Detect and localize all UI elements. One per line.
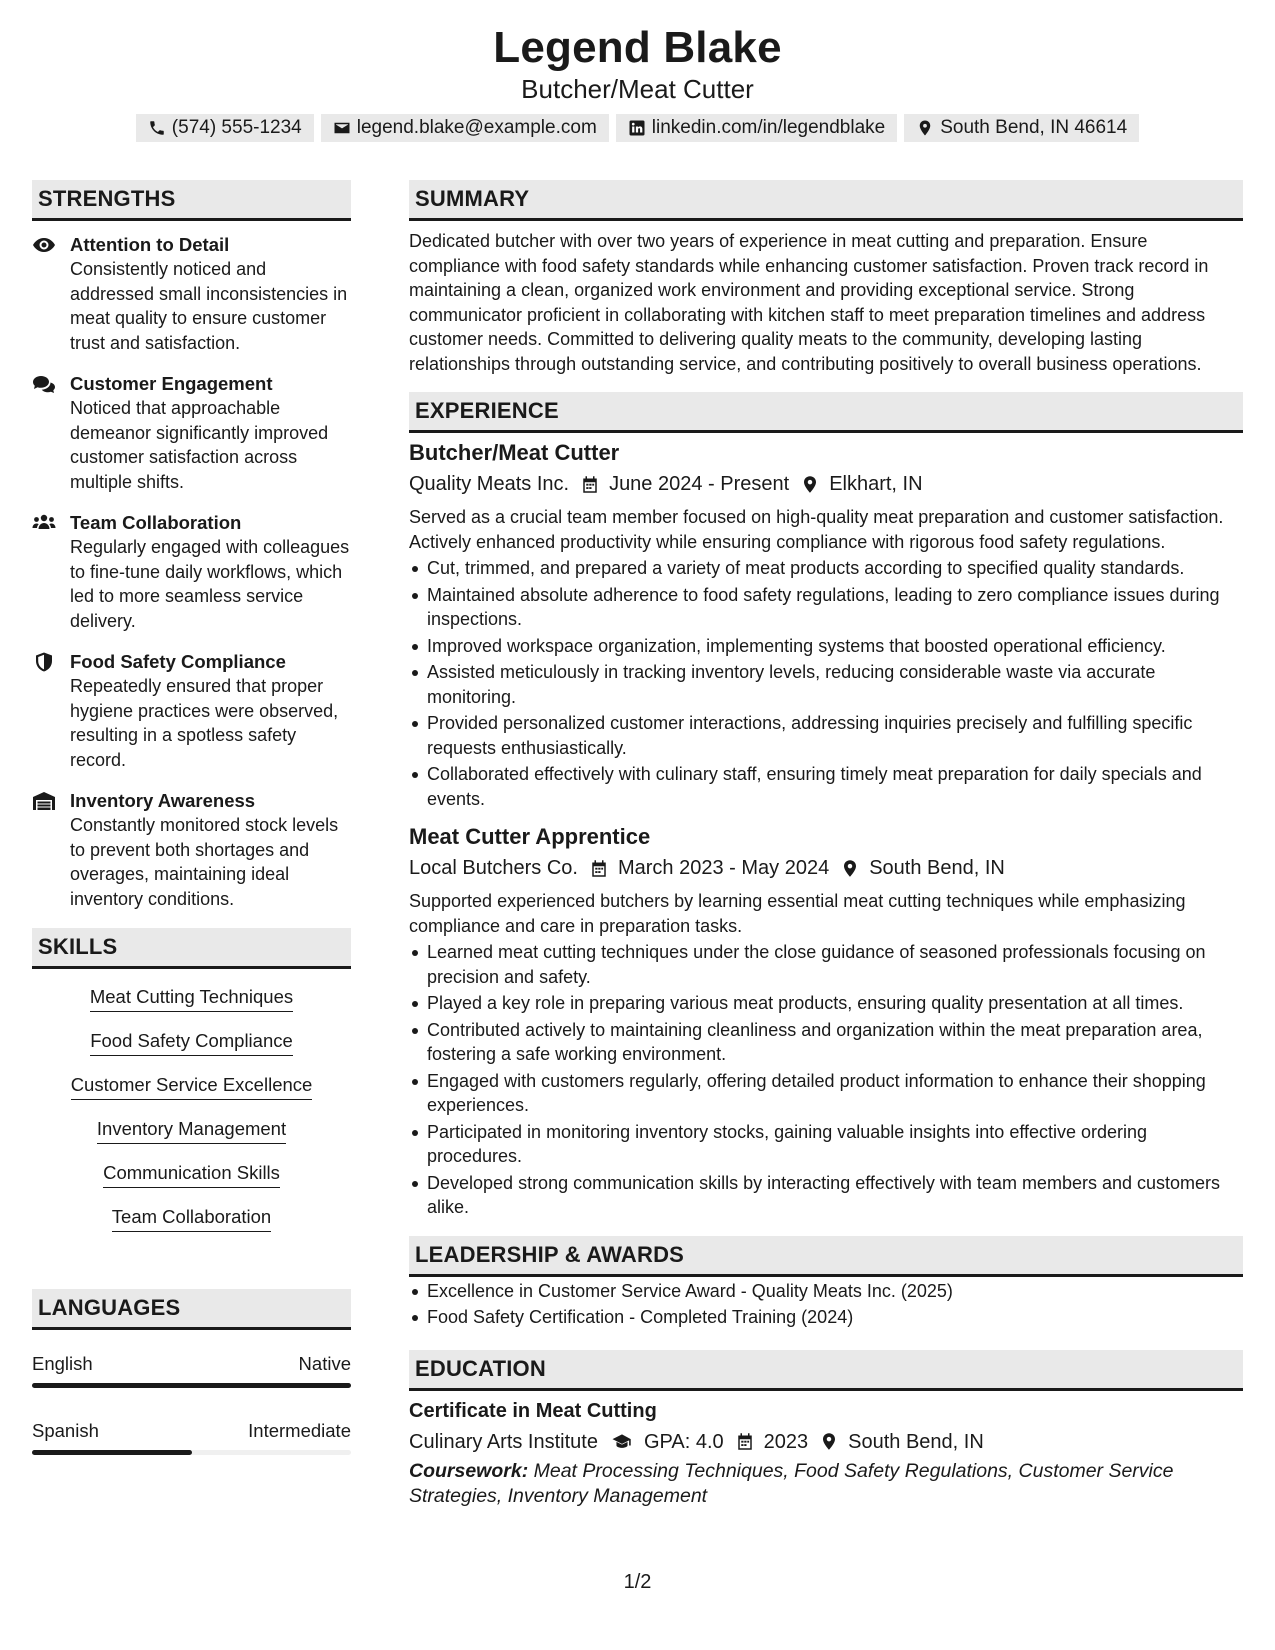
- job-location: South Bend, IN: [869, 857, 1005, 879]
- education-entry: [409, 1397, 1243, 1509]
- bullet-item: Participated in monitoring inventory stocks, gaining valuable insights into effective ordering procedures.: [409, 1120, 1243, 1169]
- job-location: Elkhart, IN: [829, 473, 923, 495]
- strength-item: [32, 511, 351, 633]
- calendar-icon: [581, 475, 599, 494]
- award-item: Food Safety Certification - Completed Training (2024): [409, 1305, 1243, 1330]
- job-entry: [409, 823, 1243, 1220]
- strength-item: [32, 789, 351, 911]
- strength-item: [32, 233, 351, 355]
- map-pin-icon: [801, 475, 819, 494]
- bullet-item: Engaged with customers regularly, offering detailed product information to enhance their shopping experiences.: [409, 1069, 1243, 1118]
- skills-list: [32, 985, 351, 1249]
- awards-heading: LEADERSHIP & AWARDS: [409, 1236, 1243, 1277]
- warehouse-icon: [32, 791, 56, 811]
- phone-icon: [148, 119, 166, 137]
- strength-title: Customer Engagement: [70, 373, 273, 394]
- summary-heading: SUMMARY: [409, 180, 1243, 221]
- shield-icon: [32, 652, 56, 672]
- language-level: Native: [298, 1353, 351, 1374]
- job-dates: March 2023 - May 2024: [617, 857, 830, 879]
- bullet-item: Maintained absolute adherence to food safety regulations, leading to zero compliance issues during inspections.: [409, 583, 1243, 632]
- skill-item: Team Collaboration: [112, 1205, 271, 1232]
- coursework-text: Meat Processing Techniques, Food Safety Regulations, Customer Service Strategies, Inventory Management: [409, 1459, 1174, 1507]
- education-school: Culinary Arts Institute: [409, 1430, 598, 1453]
- left-column: [32, 180, 351, 1486]
- education-coursework: [409, 1459, 1243, 1509]
- strengths-list: [32, 233, 351, 911]
- job-company: Local Butchers Co.: [409, 857, 578, 879]
- graduation-cap-icon: [610, 1432, 634, 1451]
- bullet-item: Improved workspace organization, implementing systems that boosted operational efficiency.: [409, 634, 1243, 659]
- education-meta: [409, 1427, 1243, 1457]
- education-heading: EDUCATION: [409, 1350, 1243, 1391]
- bullet-item: Contributed actively to maintaining cleanliness and organization within the meat preparation area, fostering a safe working environment.: [409, 1018, 1243, 1067]
- map-pin-icon: [820, 1432, 838, 1451]
- job-description: Supported experienced butchers by learning essential meat cutting techniques while emphasizing compliance and care in preparation tasks.: [409, 891, 1186, 936]
- bullet-item: Learned meat cutting techniques under the close guidance of seasoned professionals focusing on precision and safety.: [409, 940, 1243, 989]
- location-text: South Bend, IN 46614: [940, 117, 1128, 138]
- bullet-item: Provided personalized customer interactions, addressing inquiries precisely and fulfilling specific requests enthusiastically.: [409, 711, 1243, 760]
- page-number: 1/2: [623, 1571, 652, 1593]
- strength-item: [32, 372, 351, 494]
- awards-list: [409, 1279, 1243, 1330]
- map-pin-icon: [841, 859, 859, 878]
- skill-item: Food Safety Compliance: [90, 1029, 293, 1056]
- job-dates: June 2024 - Present: [609, 473, 790, 495]
- education-degree: Certificate in Meat Cutting: [409, 1399, 657, 1422]
- linkedin-text: linkedin.com/in/legendblake: [651, 117, 886, 138]
- bullet-item: Played a key role in preparing various meat products, ensuring quality presentation at all times.: [409, 991, 1243, 1016]
- languages-list: [32, 1352, 351, 1455]
- language-name: English: [32, 1353, 93, 1374]
- strength-desc: Constantly monitored stock levels to prevent both shortages and overages, maintaining ideal inventory conditions.: [70, 815, 339, 909]
- job-description: Served as a crucial team member focused on high-quality meat preparation and customer satisfaction. Actively enhanced productivity while ensuring compliance with rigorous food safety regulations.: [409, 507, 1224, 552]
- map-pin-icon: [916, 119, 934, 137]
- strength-desc: Consistently noticed and addressed small inconsistencies in meat quality to ensure customer trust and satisfaction.: [70, 259, 348, 353]
- education-year: 2023: [763, 1430, 809, 1453]
- job-company: Quality Meats Inc.: [409, 473, 570, 495]
- bullet-item: Assisted meticulously in tracking inventory levels, reducing considerable waste via accurate monitoring.: [409, 660, 1243, 709]
- summary-text: Dedicated butcher with over two years of experience in meat cutting and preparation. Ensure compliance with food safety standards while enhancing customer satisfaction. Proven track record in maintaining a clean, organized work environment and providing exceptional service. Strong communicator proficient in collaborating with kitchen staff to meet preparation timelines and address customer needs. Committed to delivering quality meats to the community, developing lasting relationships through outstanding service, and contributing positively to overall business operations.: [409, 231, 1209, 374]
- education-gpa: GPA: 4.0: [643, 1430, 724, 1453]
- job-title: Butcher/Meat Cutter: [409, 440, 620, 465]
- right-column: [409, 180, 1243, 1509]
- experience-heading: EXPERIENCE: [409, 392, 1243, 433]
- skill-item: Inventory Management: [97, 1117, 286, 1144]
- language-item: [32, 1352, 351, 1388]
- contact-bar: [0, 114, 1275, 142]
- language-proficiency-bar: [32, 1383, 351, 1388]
- job-entry: [409, 439, 1243, 811]
- strengths-heading: STRENGTHS: [32, 180, 351, 221]
- calendar-icon: [590, 859, 608, 878]
- email-text: legend.blake@example.com: [356, 117, 597, 138]
- contact-phone[interactable]: [136, 114, 314, 142]
- education-location: South Bend, IN: [848, 1430, 984, 1453]
- strength-item: [32, 650, 351, 772]
- bullet-item: Developed strong communication skills by interacting effectively with team members and customers alike.: [409, 1171, 1243, 1220]
- language-level: Intermediate: [248, 1420, 351, 1441]
- strength-desc: Noticed that approachable demeanor significantly improved customer satisfaction across multiple shifts.: [70, 398, 329, 492]
- contact-linkedin[interactable]: [616, 114, 897, 142]
- skill-item: Communication Skills: [103, 1161, 280, 1188]
- skill-item: Meat Cutting Techniques: [90, 985, 293, 1012]
- strength-title: Team Collaboration: [70, 512, 242, 533]
- languages-heading: LANGUAGES: [32, 1289, 351, 1330]
- contact-location[interactable]: [904, 114, 1139, 142]
- linkedin-icon: [628, 119, 646, 137]
- job-bullets: [409, 940, 1243, 1220]
- comments-icon: [32, 374, 56, 394]
- coursework-label: Coursework:: [409, 1459, 529, 1482]
- contact-email[interactable]: [321, 114, 609, 142]
- eye-icon: [32, 235, 56, 255]
- language-name: Spanish: [32, 1420, 99, 1441]
- job-meta: [409, 853, 1243, 883]
- language-proficiency-bar: [32, 1450, 351, 1455]
- strength-title: Inventory Awareness: [70, 790, 256, 811]
- language-proficiency-fill: [32, 1450, 192, 1455]
- users-icon: [32, 513, 56, 533]
- skill-item: Customer Service Excellence: [71, 1073, 313, 1100]
- strength-desc: Repeatedly ensured that proper hygiene practices were observed, resulting in a spotless safety record.: [70, 676, 339, 770]
- strength-desc: Regularly engaged with colleagues to fine-tune daily workflows, which led to more seamless service delivery.: [70, 537, 350, 631]
- strength-title: Food Safety Compliance: [70, 651, 286, 672]
- candidate-name: Legend Blake: [493, 23, 782, 72]
- job-title: Meat Cutter Apprentice: [409, 824, 651, 849]
- skills-heading: SKILLS: [32, 928, 351, 969]
- phone-text: (574) 555-1234: [171, 117, 302, 138]
- bullet-item: Collaborated effectively with culinary staff, ensuring timely meat preparation for daily specials and events.: [409, 762, 1243, 811]
- language-proficiency-fill: [32, 1383, 351, 1388]
- job-bullets: [409, 556, 1243, 811]
- envelope-icon: [333, 119, 351, 137]
- strength-title: Attention to Detail: [70, 234, 230, 255]
- calendar-icon: [736, 1432, 754, 1451]
- bullet-item: Cut, trimmed, and prepared a variety of meat products according to specified quality standards.: [409, 556, 1243, 581]
- job-meta: [409, 469, 1243, 499]
- candidate-title: Butcher/Meat Cutter: [521, 74, 754, 104]
- award-item: Excellence in Customer Service Award - Quality Meats Inc. (2025): [409, 1279, 1243, 1304]
- language-item: [32, 1419, 351, 1455]
- resume-header: [0, 22, 1275, 142]
